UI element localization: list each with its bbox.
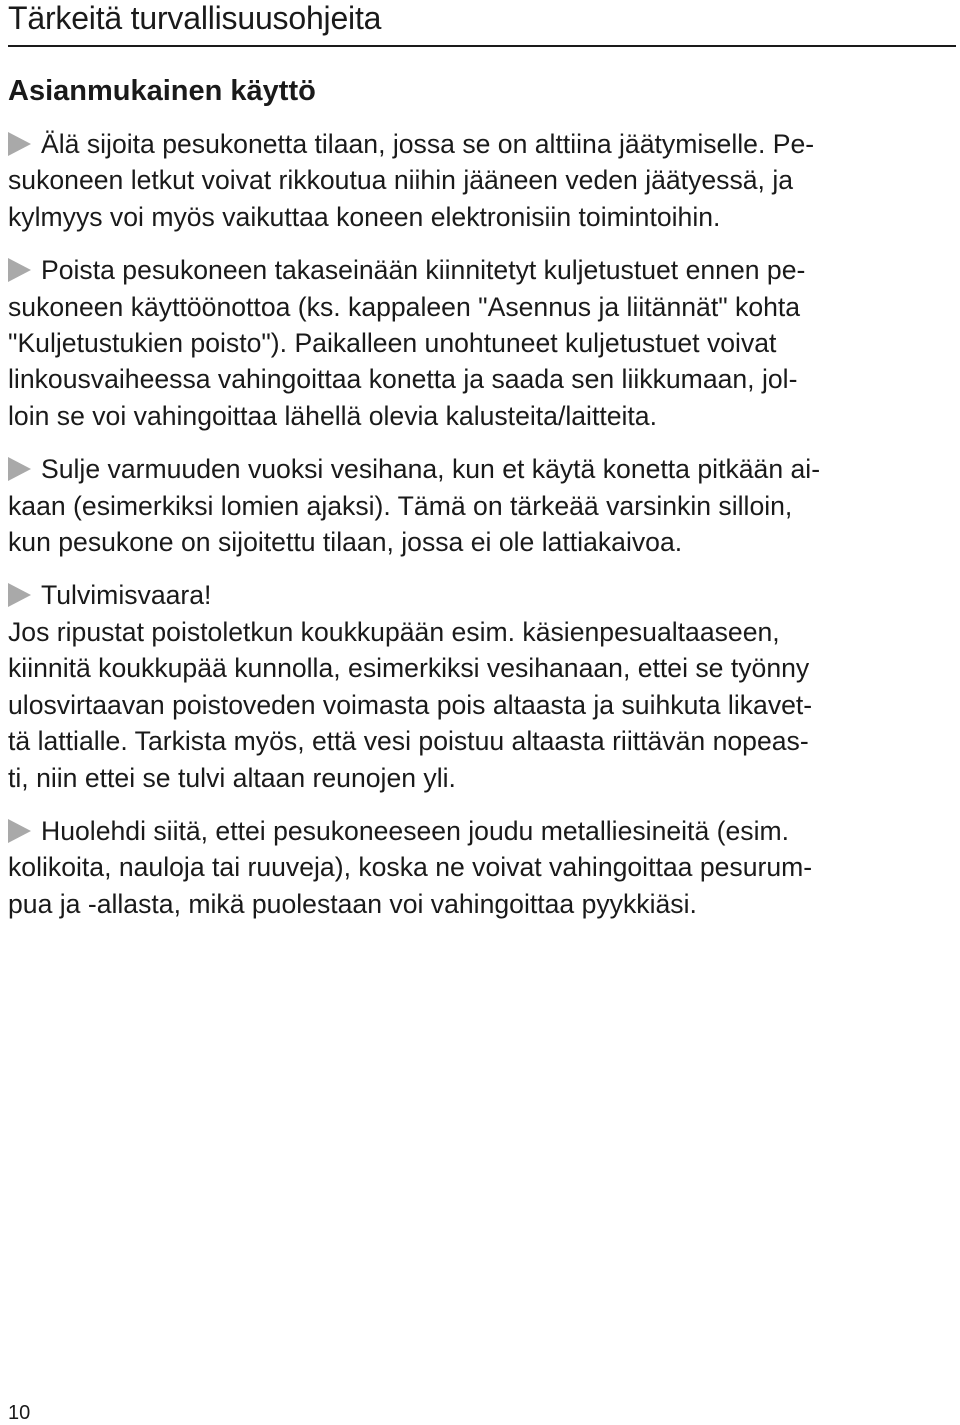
paragraph-line: Älä sijoita pesukonetta tilaan, jossa se on alttiina jäätymiselle. Pe- bbox=[8, 126, 948, 162]
instructions-body bbox=[8, 126, 948, 939]
paragraph-line: ulosvirtaavan poistoveden voimasta pois altaasta ja suihkuta likavet- bbox=[8, 689, 813, 720]
paragraph-line: Huolehdi siitä, ettei pesukoneeseen joudu metalliesineitä (esim. bbox=[8, 813, 948, 849]
paragraph-line: Jos ripustat poistoletkun koukkupään esim. käsienpesualtaaseen, bbox=[8, 616, 780, 647]
page-title: Tärkeitä turvallisuusohjeita bbox=[8, 0, 382, 36]
bullet-arrow-icon bbox=[8, 132, 31, 156]
paragraph-line: kolikoita, nauloja tai ruuveja), koska ne voivat vahingoittaa pesurum- bbox=[8, 852, 813, 883]
bullet-arrow-icon bbox=[8, 258, 31, 282]
paragraph-line: sukoneen letkut voivat rikkoutua niihin jääneen veden jäätyessä, ja bbox=[8, 165, 794, 196]
paragraph-line: kun pesukone on sijoitettu tilaan, jossa ei ole lattiakaivoa. bbox=[8, 527, 683, 558]
paragraph-line: Sulje varmuuden vuoksi vesihana, kun et käytä konetta pitkään ai- bbox=[8, 451, 948, 487]
instruction-paragraph-2 bbox=[8, 252, 948, 434]
paragraph-line: Poista pesukoneen takaseinään kiinnitetyt kuljetustuet ennen pe- bbox=[8, 252, 948, 288]
bullet-arrow-icon bbox=[8, 819, 31, 843]
paragraph-line: sukoneen käyttöönottoa (ks. kappaleen "Asennus ja liitännät" kohta bbox=[8, 291, 801, 322]
bullet-arrow-icon bbox=[8, 583, 31, 607]
paragraph-line: loin se voi vahingoittaa lähellä olevia kalusteita/laitteita. bbox=[8, 400, 657, 431]
paragraph-line: "Kuljetustukien poisto"). Paikalleen unohtuneet kuljetustuet voivat bbox=[8, 328, 777, 359]
paragraph-line: kiinnitä koukkupää kunnolla, esimerkiksi vesihanaan, ettei se työnny bbox=[8, 653, 810, 684]
paragraph-line: linkousvaiheessa vahingoittaa konetta ja saada sen liikkumaan, jol- bbox=[8, 364, 798, 395]
bullet-arrow-icon bbox=[8, 457, 31, 481]
instruction-paragraph-3 bbox=[8, 451, 948, 560]
instruction-paragraph-4 bbox=[8, 577, 948, 795]
instruction-paragraph-1 bbox=[8, 126, 948, 235]
paragraph-line: ti, niin ettei se tulvi altaan reunojen yli. bbox=[8, 762, 456, 793]
paragraph-line: kylmyys voi myös vaikuttaa koneen elektronisiin toimintoihin. bbox=[8, 201, 721, 232]
instruction-paragraph-5 bbox=[8, 813, 948, 922]
section-heading: Asianmukainen käyttö bbox=[8, 75, 316, 107]
title-divider bbox=[8, 45, 956, 47]
page-number: 10 bbox=[8, 1402, 31, 1424]
paragraph-line: tä lattialle. Tarkista myös, että vesi poistuu altaasta riittävän nopeas- bbox=[8, 726, 809, 757]
paragraph-line: pua ja -allasta, mikä puolestaan voi vahingoittaa pyykkiäsi. bbox=[8, 888, 697, 919]
paragraph-line: Tulvimisvaara! bbox=[8, 577, 948, 613]
paragraph-line: kaan (esimerkiksi lomien ajaksi). Tämä on tärkeää varsinkin silloin, bbox=[8, 490, 793, 521]
